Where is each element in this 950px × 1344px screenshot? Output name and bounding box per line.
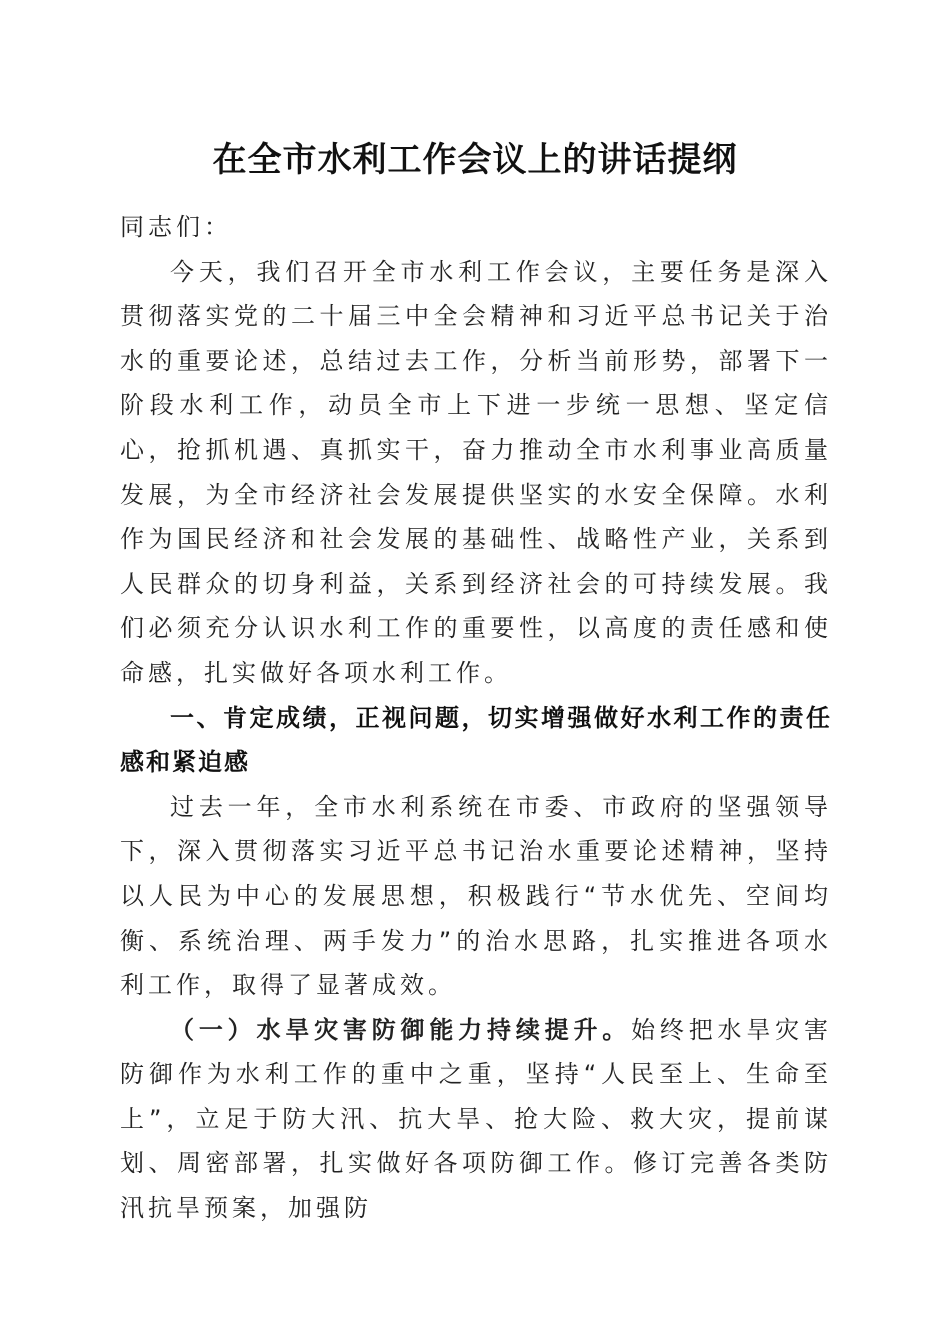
document-body [120,205,832,1231]
subsection-1-paragraph [120,1008,832,1231]
section-1-paragraph: 过去一年，全市水利系统在市委、市政府的坚强领导下，深入贯彻落实习近平总书记治水重要论述精神，坚持以人民为中心的发展思想，积极践行“节水优先、空间均衡、系统治理、两手发力”的治水思路，扎实推进各项水利工作，取得了显著成效。 [120,792,832,1000]
intro-paragraph: 今天，我们召开全市水利工作会议，主要任务是深入贯彻落实党的二十届三中全会精神和习近平总书记关于治水的重要论述，总结过去工作，分析当前形势，部署下一阶段水利工作，动员全市上下进一步统一思想、坚定信心，抢抓机遇、真抓实干，奋力推动全市水利事业高质量发展，为全市经济社会发展提供坚实的水安全保障。水利作为国民经济和社会发展的基础性、战略性产业，关系到人民群众的切身利益，关系到经济社会的可持续发展。我们必须充分认识水利工作的重要性，以高度的责任感和使命感，扎实做好各项水利工作。 [120,257,832,687]
subsection-1-text: 始终把水旱灾害防御作为水利工作的重中之重，坚持“人民至上、生命至上”，立足于防大汛、抗大旱、抢大险、救大灾，提前谋划、周密部署，扎实做好各项防御工作。修订完善各类防汛抗旱预案，加强防 [120,1015,833,1223]
salutation: 同志们： [120,213,232,241]
document-title: 在全市水利工作会议上的讲话提纲 [212,140,738,180]
section-heading-1: 一、肯定成绩，正视问题，切实增强做好水利工作的责任感和紧迫感 [120,703,832,777]
subsection-heading-1: （一）水旱灾害防御能力持续提升。 [170,1015,632,1044]
